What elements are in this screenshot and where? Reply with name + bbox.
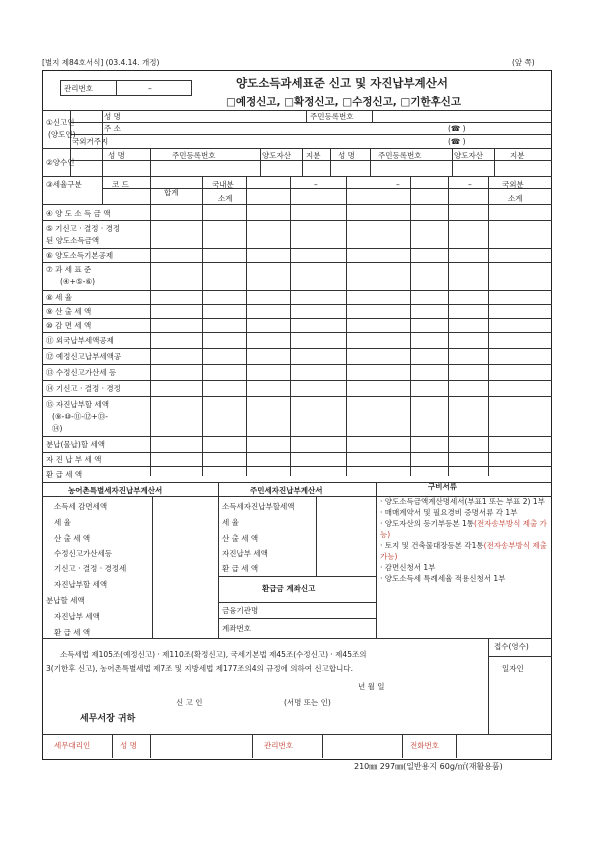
row-payable: ⑮ 자진납부할 세액 (46, 400, 109, 409)
form-number: [별지 제84호서식] (03.4.14. 개정) (42, 58, 160, 67)
agent-mgmt-label: 관리번호 (264, 741, 293, 750)
rural-row-7: 분납할 세액 (46, 596, 85, 605)
row-installment: 분납(물납)할 세액 (46, 440, 105, 449)
date-line[interactable]: 년 월 일 (358, 682, 385, 691)
row-penalty: ⑬ 수정신고가산세 등 (46, 368, 117, 377)
agent-phone-label: 전화번호 (410, 741, 439, 750)
docs-title: 구비서류 (428, 482, 457, 491)
foreign-label: 국외분 (502, 180, 524, 189)
row-payable-formula: (⑨-⑩-⑪-⑫+⑬- (52, 412, 108, 421)
form-title: 양도소득과세표준 신고 및 자진납부계산서 (236, 76, 448, 90)
doc-item-2: · 매매계약서 및 필요경비 증명서류 각 1부 (380, 508, 518, 517)
rural-title: 농어촌특별세자진납부계산서 (68, 486, 163, 495)
row-prior-filed: ⑤ 기신고 · 결정 · 경정 (46, 224, 121, 233)
row-tax-base: ⑦ 과 세 표 준 (46, 265, 92, 274)
bank-name-label: 금융기관명 (222, 606, 259, 615)
paper-spec: 210㎜ 297㎜(일반용지 60g/㎡(재활용품) (354, 762, 503, 771)
tf-col-share1: 지분 (306, 151, 321, 160)
signature-label[interactable]: (서명 또는 인) (284, 698, 331, 707)
report-types[interactable]: □예정신고, □확정신고, □수정신고, □기한후신고 (226, 96, 462, 108)
row-calculated-tax: ⑨ 산 출 세 액 (46, 307, 92, 316)
row-refund: 환 급 세 액 (46, 470, 83, 479)
doc-item-3: · 양도자산의 등기부등본 1통(전자송부방식 제출 가능) (380, 519, 547, 539)
tf-col-share2: 지분 (510, 151, 525, 160)
domestic-label: 국내분 (212, 180, 234, 189)
row-reduction: ⑩ 감 면 세 액 (46, 321, 92, 330)
doc-item-5: · 감면신청서 1부 (380, 563, 436, 572)
legal-text-1: 소득세법 제105조(예정신고) · 제110조(확정신고), 국세기본법 제45조(수정신고) · 제45조의 (60, 650, 367, 659)
resident-row-4: 자진납부 세액 (222, 549, 268, 558)
reporter-name-label: 성 명 (104, 112, 121, 121)
reporter-label: ①신고인 (46, 118, 75, 127)
agent-label: 세무대리인 (54, 741, 91, 750)
rural-row-5: 기신고 · 결정 · 경정세 (54, 564, 127, 573)
resident-row-2: 세 율 (222, 518, 239, 527)
addressee: 세무서장 귀하 (80, 714, 136, 724)
rural-row-8: 자진납부 세액 (54, 612, 100, 621)
receipt-label: 접수(영수) (494, 642, 529, 651)
reporter-foreign-label: 국외거주지 (72, 137, 109, 146)
refund-account-title: 환급금 계좌신고 (262, 584, 316, 593)
signer-label: 신 고 인 (176, 698, 203, 707)
row-transfer-income: ④ 양 도 소 득 금 액 (46, 209, 111, 218)
foreign-subtotal: 소계 (508, 194, 523, 203)
reporter-foreign-phone[interactable]: (☎ ) (448, 137, 466, 146)
rural-row-6: 자진납부할 세액 (54, 580, 108, 589)
rural-row-4: 수정신고가산세등 (54, 549, 112, 558)
reporter-rrn-label: 주민등록번호 (310, 112, 354, 121)
receipt-stamp-label: 일자인 (502, 664, 524, 673)
rural-row-9: 환 급 세 액 (54, 628, 91, 637)
total-label: 합계 (164, 188, 179, 197)
row-tax-rate: ⑧ 세 율 (46, 293, 72, 302)
agent-name-label: 성 명 (120, 741, 137, 750)
tf-col-rrn1: 주민등록번호 (172, 151, 216, 160)
legal-text-2: 3(기한후 신고), 농어촌특별세법 제7조 및 지방세법 제177조의4의 규정에 의하여 신고합니다. (46, 664, 354, 673)
tf-col-asset1: 양도자산 (262, 151, 291, 160)
docs-list (380, 496, 548, 584)
domestic-subtotal: 소계 (218, 194, 233, 203)
rural-row-3: 산 출 세 액 (54, 534, 91, 543)
tf-col-name2: 성 명 (338, 151, 355, 160)
row-prelim-credit: ⑫ 예정신고납부세액공 (46, 352, 122, 361)
row-basic-deduction: ⑥ 양도소득기본공제 (46, 251, 114, 260)
dash-3: – (468, 180, 472, 189)
resident-title: 주민세자진납부계산서 (250, 486, 323, 495)
doc-item-4: · 토지 및 건축물대장등본 각1통(전자송부방식 제출 가능) (380, 541, 547, 561)
rural-row-2: 세 율 (54, 518, 71, 527)
doc-item-6: · 양도소득세 특례세율 적용신청서 1부 (380, 574, 506, 583)
dash-1: – (314, 180, 318, 189)
row-tax-base-formula: (④+⑤-⑥) (60, 277, 96, 286)
reporter-address-label: 주 소 (104, 124, 121, 133)
row-prior-filed-2: 된 양도소득금액 (46, 236, 100, 245)
tf-col-name1: 성 명 (108, 151, 125, 160)
mgmt-label: 관리번호 (64, 84, 93, 93)
resident-row-5: 환 급 세 액 (222, 564, 259, 573)
resident-row-1: 소득세자진납부할세액 (222, 502, 295, 511)
tf-col-asset2: 양도자산 (454, 151, 483, 160)
tax-code-label: 코 드 (112, 180, 129, 189)
tf-col-rrn2: 주민등록번호 (378, 151, 422, 160)
mgmt-value: – (148, 84, 152, 93)
rural-row-1: 소득세 감면세액 (54, 502, 108, 511)
page-side: (앞 쪽) (512, 58, 535, 67)
row-foreign-credit: ⑪ 외국납부세액공제 (46, 336, 114, 345)
row-self-payment: 자 진 납 부 세 액 (46, 455, 102, 464)
doc-item-1: · 양도소득금액계산명세서(부표1 또는 부표 2) 1부 (380, 497, 545, 506)
reporter-sublabel: (양도인) (48, 130, 76, 139)
row-payable-formula-2: ⑭) (52, 424, 63, 433)
dash-2: – (396, 180, 400, 189)
account-number-label: 계좌번호 (222, 624, 251, 633)
resident-row-3: 산 출 세 액 (222, 534, 259, 543)
reporter-phone[interactable]: (☎ ) (448, 124, 466, 133)
transferee-label: ②양수인 (46, 158, 75, 167)
tax-class-label: ③세율구분 (46, 180, 82, 189)
row-prior-decided: ⑭ 기신고 · 결정 · 경정 (46, 384, 121, 393)
